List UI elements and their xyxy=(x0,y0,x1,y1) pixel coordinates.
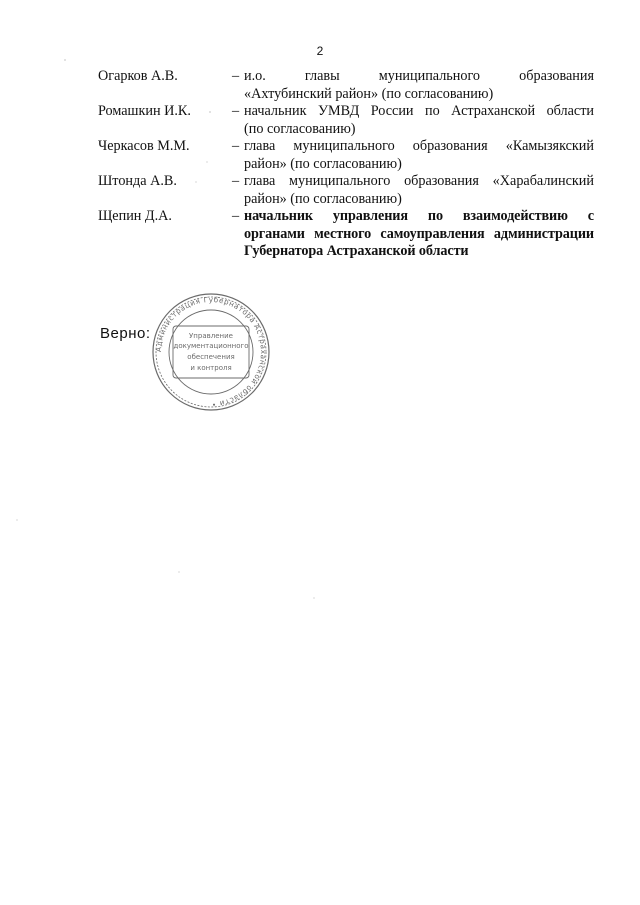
position-line-1: начальник УМВД России по Астраханской области xyxy=(244,103,594,119)
certification-label: Верно: xyxy=(100,325,151,342)
position-line-rest: район» (по согласованию) xyxy=(244,155,402,172)
position-line-rest: (по согласованию) xyxy=(244,120,356,137)
dash-separator: – xyxy=(232,173,240,189)
seal-inner-line: и контроля xyxy=(190,364,232,372)
seal-graphic xyxy=(146,292,276,412)
seal-inner-line: обеспечения xyxy=(187,353,235,361)
roster-row xyxy=(98,208,594,261)
roster-list xyxy=(98,68,594,261)
seal-ring-text: Администрация Губернатора Астраханской области • xyxy=(153,294,269,410)
position-line-1: начальник управления по взаимодействию с xyxy=(244,208,594,224)
seal-inner-line: Управление xyxy=(189,332,233,340)
position-line-rest: органами местного самоуправления администрации Губернатора Астраханской области xyxy=(244,225,594,259)
person-name: Черкасов М.М. xyxy=(98,138,190,154)
person-name: Штонда А.В. xyxy=(98,173,177,189)
roster-row xyxy=(98,68,594,103)
position-line-rest: район» (по согласованию) xyxy=(244,190,402,207)
page-number: 2 xyxy=(316,44,324,58)
person-name: Огарков А.В. xyxy=(98,68,178,84)
person-position xyxy=(244,208,594,261)
position-line-1: глава муниципального образования «Харабалинский xyxy=(244,173,594,189)
person-name: Ромашкин И.К. xyxy=(98,103,191,119)
roster-row xyxy=(98,103,594,138)
person-name: Щепин Д.А. xyxy=(98,208,172,224)
seal-inner-ring xyxy=(169,310,253,394)
official-seal xyxy=(146,292,276,412)
position-line-1: глава муниципального образования «Камызякский xyxy=(244,138,594,154)
roster-row xyxy=(98,173,594,208)
dash-separator: – xyxy=(232,208,240,224)
position-line-1: и.о. главы муниципального образования xyxy=(244,68,594,84)
person-position xyxy=(244,173,594,208)
person-position xyxy=(244,138,594,173)
person-position xyxy=(244,103,594,138)
seal-outer-ring xyxy=(153,294,269,410)
dash-separator: – xyxy=(232,68,240,84)
position-line-rest: «Ахтубинский район» (по согласованию) xyxy=(244,85,494,102)
dash-separator: – xyxy=(232,138,240,154)
seal-inner-line: документационного xyxy=(173,342,249,350)
dash-separator: – xyxy=(232,103,240,119)
roster-row xyxy=(98,138,594,173)
person-position xyxy=(244,68,594,103)
